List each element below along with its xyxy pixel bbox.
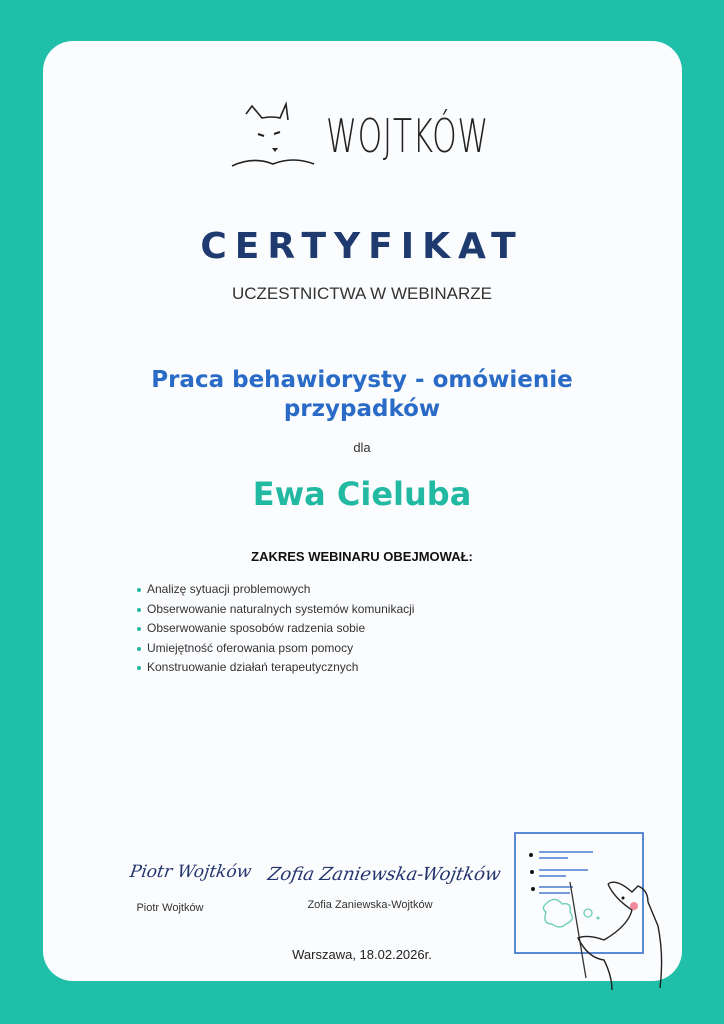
list-item: Analizę sytuacji problemowych bbox=[137, 580, 414, 600]
scope-heading: ZAKRES WEBINARU OBEJMOWAŁ: bbox=[251, 549, 473, 564]
list-item: Konstruowanie działań terapeutycznych bbox=[137, 658, 414, 678]
signature-piotr: Piotr Wojtków bbox=[128, 862, 253, 882]
list-item: Umiejętność oferowania psom pomocy bbox=[137, 639, 414, 659]
dog-presenting-board-illustration bbox=[508, 826, 678, 996]
list-item: Obserwowanie sposobów radzenia sobie bbox=[137, 619, 414, 639]
list-item: Obserwowanie naturalnych systemów komunikacji bbox=[137, 600, 414, 620]
certificate-title: CERTYFIKAT bbox=[200, 226, 524, 267]
webinar-title bbox=[0, 366, 724, 424]
certificate-subtitle: UCZESTNICTWA W WEBINARZE bbox=[231, 284, 493, 303]
webinar-title-line2: przypadków bbox=[283, 396, 441, 422]
recipient-name: Ewa Cieluba bbox=[252, 475, 472, 513]
scope-list bbox=[137, 580, 414, 678]
signer-name-zofia: Zofia Zaniewska-Wojtków bbox=[307, 899, 433, 911]
place-date: Warszawa, 18.02.2026r. bbox=[292, 947, 432, 962]
webinar-title-line1: Praca behawiorysty - omówienie bbox=[151, 367, 573, 393]
signature-zofia: Zofia Zaniewska-Wojtków bbox=[266, 864, 503, 885]
for-label: dla bbox=[353, 440, 371, 455]
signer-name-piotr: Piotr Wojtków bbox=[136, 902, 204, 914]
dog-reading-book-icon bbox=[228, 98, 318, 170]
brand-wordmark: WOJTKÓW bbox=[326, 109, 489, 163]
